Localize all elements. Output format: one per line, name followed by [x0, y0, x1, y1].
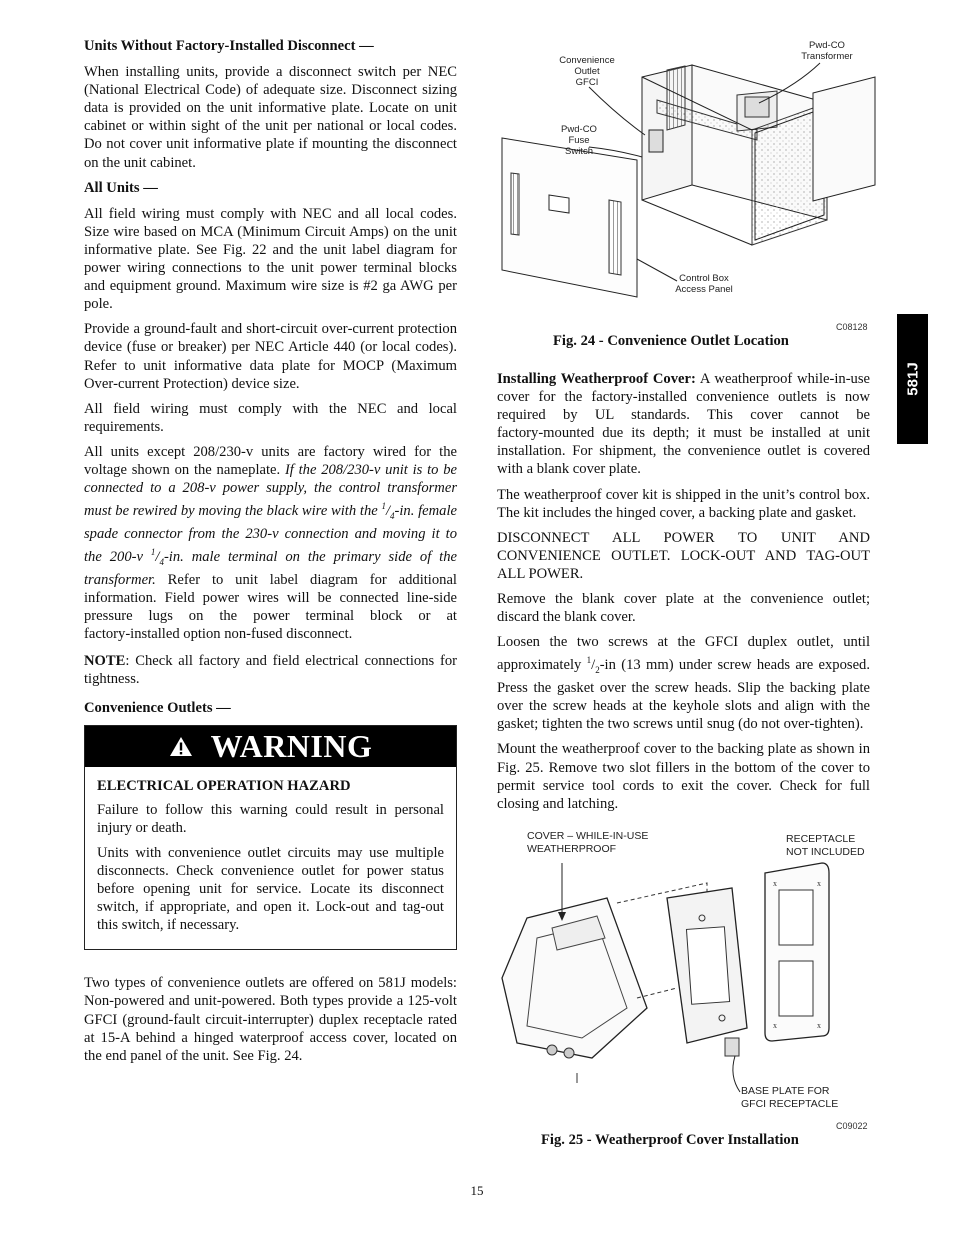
- svg-text:x: x: [817, 879, 821, 888]
- heading-units-without-disconnect: Units Without Factory‑Installed Disconnect —: [84, 38, 374, 54]
- warning-body: [85, 767, 456, 950]
- loosen-fraction-num: 1: [586, 655, 592, 666]
- heading-convenience-outlets: Convenience Outlets —: [84, 699, 231, 716]
- fig-25: [497, 828, 877, 1128]
- label-text: GFCI RECEPTACLE: [741, 1098, 839, 1110]
- voltage-text-e: Refer to unit label diagram for additional information. Field power wires will be connected line‑side pressure lugs on the power terminal block or at factory‑installed option non‑fused disconnect.: [84, 571, 457, 643]
- label-receptacle: [786, 833, 865, 859]
- label-control-box-panel: [659, 273, 749, 295]
- svg-text:x: x: [773, 879, 777, 888]
- voltage-text-c: ‑in. female spade connector from the 230‑v connection and moving it to the 200‑v: [84, 503, 457, 565]
- note-text: : Check all factory and field electrical connections for tightness.: [84, 653, 457, 688]
- fraction-denominator-2: 4: [159, 556, 164, 567]
- heading-all-units: All Units —: [84, 179, 158, 196]
- label-text: Switch: [565, 146, 593, 157]
- label-text: COVER – WHILE‑IN‑USE: [527, 830, 649, 842]
- fig25-code: C09022: [836, 1121, 868, 1131]
- label-text: Pwd‑CO: [561, 124, 597, 135]
- paragraph-installing: [497, 370, 870, 479]
- voltage-text-a: All units except 208/230‑v units are factory wired for the voltage shown on the nameplate.: [84, 443, 457, 478]
- label-text: Transformer: [801, 51, 853, 62]
- label-text: GFCI: [575, 77, 599, 88]
- paragraph-all-units-1: All field wiring must comply with NEC and all local codes. Size wire based on MCA (Minimum Circuit Amps) on the unit informative plate. See Fig. 22 and the unit label diagram for power wiring connections to the unit power terminal blocks and equipment ground. Maximum wire size is #2 ga AWG per pole.: [84, 205, 457, 313]
- fraction-denominator: 4: [390, 510, 395, 521]
- label-text: Fuse: [568, 135, 590, 146]
- paragraph-kit: The weatherproof cover kit is shipped in the unit’s control box. The kit includes the hinged cover, a backing plate and gasket.: [497, 486, 870, 521]
- heading-installing: Installing Weatherproof Cover:: [497, 371, 696, 387]
- loosen-text-b: ‑in (13 mm) under screw heads are exposed. Press the gasket over the screw heads. Slip the backing plate over the screw heads at the keyhole slots and align with the gasket; tighten the two screws until snug (do not over‑tighten).: [497, 657, 870, 733]
- label-text: Outlet: [574, 66, 600, 77]
- page-number: 15: [470, 1183, 484, 1198]
- paragraph-two-types: Two types of convenience outlets are offered on 581J models: Non‑powered and unit‑powered. Both types provide a 125‑volt GFCI (ground‑fault circuit‑interrupter) duplex receptacle rated at 15‑A behind a hinged waterproof access cover, located on the end panel of the unit. See Fig. 24.: [84, 975, 457, 1064]
- voltage-text-d: ‑in. male terminal on the primary side of the transformer.: [84, 548, 457, 588]
- paragraph-all-units-2: Provide a ground‑fault and short‑circuit over‑current protection device (fuse or breaker) per NEC Article 440 (or local codes). Refer to unit informative data plate for MOCP (Maximum Over‑current Protection) device size.: [84, 321, 457, 392]
- warning-paragraph-1: Failure to follow this warning could result in personal injury or death.: [97, 801, 444, 836]
- warning-box: [84, 725, 457, 951]
- fraction-numerator-2: 1: [150, 547, 156, 558]
- warning-header: [85, 726, 456, 767]
- label-cover: [527, 830, 648, 856]
- paragraph-units-without-disconnect: When installing units, provide a disconnect switch per NEC (National Electrical Code) of adequate size. Disconnect sizing data is provided on the unit informative plate. Locate on unit cabinet or within sight of the unit per national or local codes. Do not cover unit informative plate if mounting the disconnect on the unit cabinet.: [84, 64, 457, 171]
- svg-text:x: x: [773, 1021, 777, 1030]
- fig-24: [497, 35, 877, 325]
- fig24-code: C08128: [836, 322, 868, 332]
- label-text: Control Box: [679, 273, 729, 284]
- installing-text: A weatherproof while‑in‑use cover for the factory‑installed convenience outlets is now required by UL standards. This cover cannot be factory‑mounted due its depth; it must be installed at unit installation. For shipment, the convenience outlet is covered with a blank cover plate.: [497, 371, 871, 478]
- label-text: Convenience: [559, 55, 615, 66]
- label-base-plate: [741, 1085, 838, 1111]
- warning-hazard: ELECTRICAL OPERATION HAZARD: [97, 777, 351, 794]
- label-pwd-co-transformer: [787, 40, 867, 62]
- label-fuse-switch: [539, 124, 619, 157]
- note-label: NOTE: [84, 653, 126, 670]
- weatherproof-cover-illustration: [497, 828, 877, 1128]
- voltage-text-b: If the 208/230‑v unit is to be connected to a 208‑v power supply, the control transformer must be rewired by moving the black wire with the: [84, 461, 458, 520]
- side-tab: [897, 314, 928, 444]
- paragraph-voltage: All units except 208/230‑v units are factory wired for the voltage shown on the nameplate. If the 208/230‑v unit is to be connected to a 208‑v power supply, the control transformer must be rewired by moving the black wire with the $^1/_4‑in$. female spade connector from the 230‑v connection and moving it to the 200‑v $^1/_4‑in$. male terminal on the primary side of the transformer. Refer to unit label diagram for additional information. Field power wires will be connected line‑side pressure lugs on the power terminal block or at factory‑installed option non‑fused disconnect.: [84, 443, 458, 643]
- label-text: BASE PLATE FOR: [741, 1085, 830, 1097]
- fig24-caption: Fig. 24 ‑ Convenience Outlet Location: [553, 333, 789, 349]
- warning-triangle-icon: [169, 736, 193, 757]
- label-text: Pwd‑CO: [809, 40, 845, 51]
- paragraph-remove: Remove the blank cover plate at the convenience outlet; discard the blank cover.: [497, 591, 870, 626]
- paragraph-disconnect: DISCONNECT ALL POWER TO UNIT AND CONVENIENCE OUTLET. LOCK‑OUT AND TAG‑OUT ALL POWER.: [497, 529, 870, 582]
- note-paragraph: [84, 652, 457, 688]
- left-column: [84, 37, 457, 1072]
- svg-text:x: x: [817, 1021, 821, 1030]
- label-convenience-outlet: [547, 55, 627, 88]
- side-tab-label: 581J: [904, 362, 921, 396]
- right-column: [497, 370, 870, 820]
- loosen-text-a: Loosen the two screws at the GFCI duplex outlet, until approximately: [497, 634, 870, 674]
- paragraph-all-units-3: All field wiring must comply with the NEC and local requirements.: [84, 400, 457, 435]
- label-text: NOT INCLUDED: [786, 846, 865, 858]
- paragraph-mount: Mount the weatherproof cover to the backing plate as shown in Fig. 25. Remove two slot fillers in the bottom of the cover to permit service tool cords to exit the cover. Check for full closing and latching.: [497, 741, 870, 812]
- label-text: RECEPTACLE: [786, 833, 856, 845]
- label-text: WEATHERPROOF: [527, 843, 617, 855]
- label-text: Access Panel: [675, 284, 733, 295]
- fraction-numerator: 1: [381, 501, 386, 512]
- loosen-fraction-den: 2: [595, 665, 600, 676]
- warning-title: WARNING: [210, 728, 373, 765]
- paragraph-loosen: Loosen the two screws at the GFCI duplex outlet, until approximately $^1/_2‑in$ (13 mm) under screw heads are exposed. Press the gasket over the screw heads. Slip the backing plate over the screw heads at the keyhole slots and align with the gasket; tighten the two screws until snug (do not over‑tighten).: [497, 634, 870, 733]
- fig25-caption: Fig. 25 ‑ Weatherproof Cover Installation: [541, 1132, 799, 1148]
- warning-paragraph-2: Units with convenience outlet circuits may use multiple disconnects. Check convenience outlet for power status before opening unit for service. Locate its disconnect switch, if appropriate, and open it. Lock‑out and tag‑out this switch, if necessary.: [97, 844, 444, 934]
